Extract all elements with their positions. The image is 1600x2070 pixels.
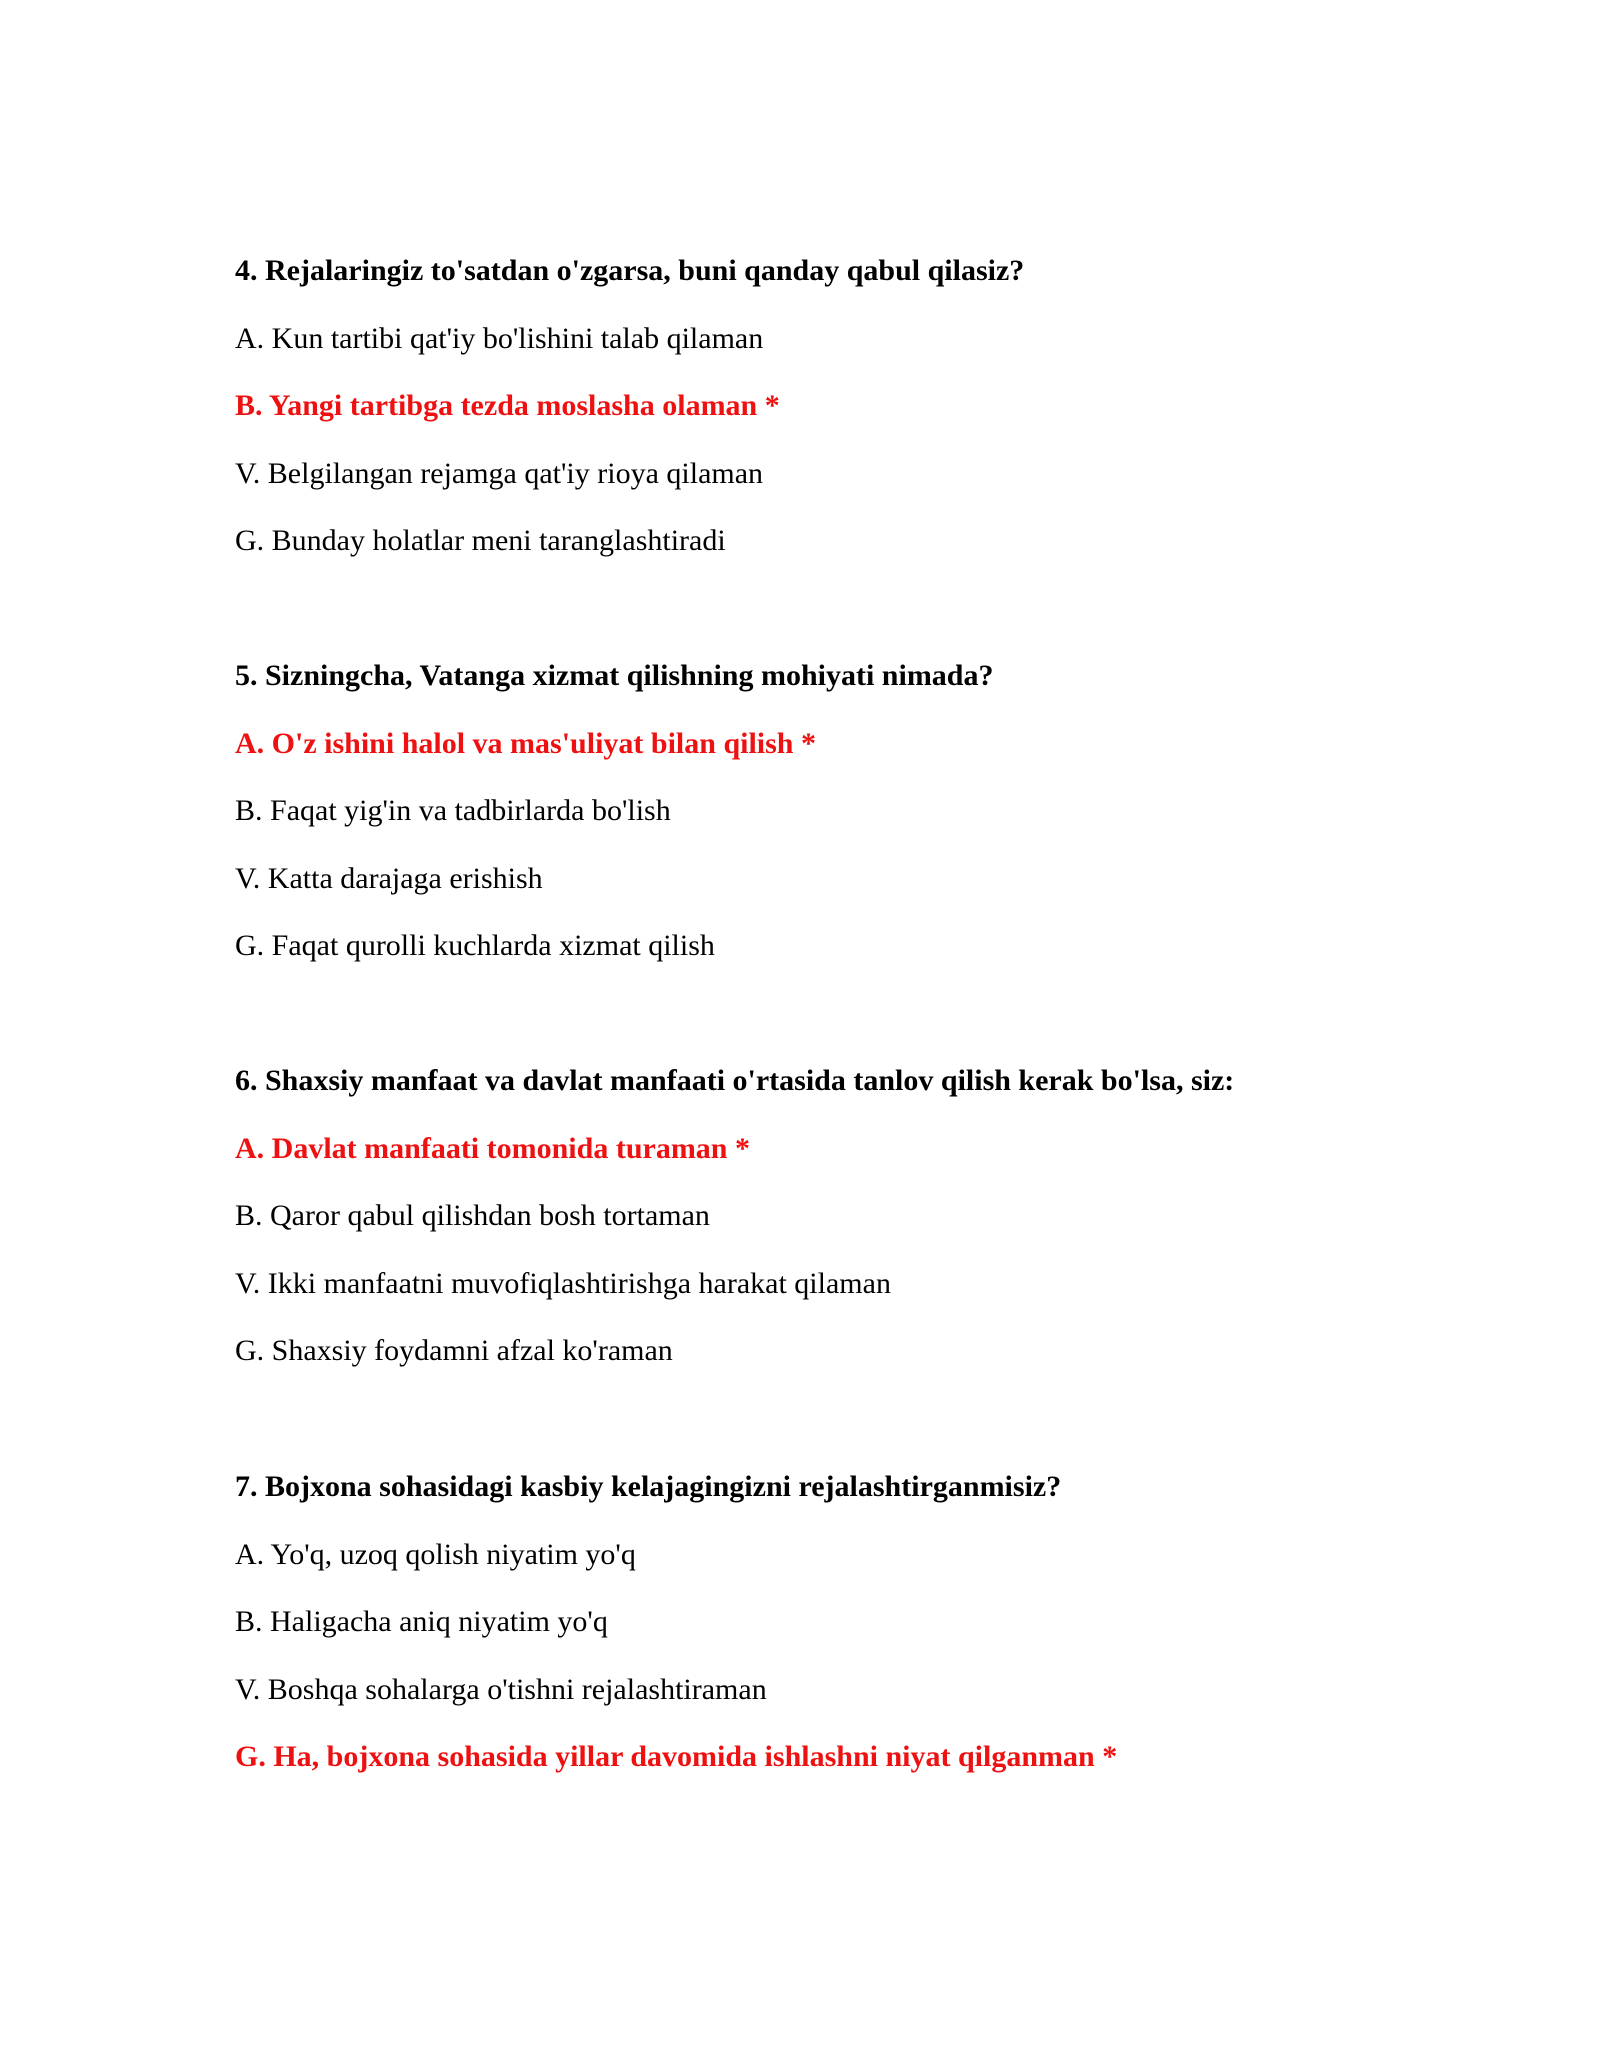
answer-option: B. Qaror qabul qilishdan bosh tortaman (235, 1199, 710, 1232)
question-text: 6. Shaxsiy manfaat va davlat manfaati o'rtasida tanlov qilish kerak bo'lsa, siz: (235, 1064, 1235, 1097)
answer-option: A. O'z ishini halol va mas'uliyat bilan qilish * (235, 726, 816, 760)
answer-option: V. Ikki manfaatni muvofiqlashtirishga harakat qilaman (235, 1266, 891, 1300)
answer-option: B. Faqat yig'in va tadbirlarda bo'lish (235, 794, 671, 827)
answer-option: V. Katta darajaga erishish (235, 861, 543, 895)
question-block (235, 1063, 1485, 1401)
answer-option: V. Boshqa sohalarga o'tishni rejalashtiraman (235, 1672, 767, 1706)
answer-option: A. Kun tartibi qat'iy bo'lishini talab qilaman (235, 321, 764, 355)
answer-option: G. Bunday holatlar meni taranglashtiradi (235, 524, 726, 557)
answer-option: A. Davlat manfaati tomonida turaman * (235, 1131, 750, 1165)
question-block (235, 1469, 1485, 1807)
answer-option: B. Yangi tartibga tezda moslasha olaman * (235, 389, 780, 422)
question-text: 4. Rejalaringiz to'satdan o'zgarsa, buni qanday qabul qilasiz? (235, 254, 1025, 287)
question-block (235, 253, 1485, 591)
answer-option: G. Shaxsiy foydamni afzal ko'raman (235, 1334, 673, 1367)
answer-option: B. Haligacha aniq niyatim yo'q (235, 1605, 608, 1638)
answer-option: G. Faqat qurolli kuchlarda xizmat qilish (235, 929, 715, 962)
answer-option: V. Belgilangan rejamga qat'iy rioya qilaman (235, 456, 764, 490)
question-block (235, 658, 1485, 996)
answer-option: G. Ha, bojxona sohasida yillar davomida ishlashni niyat qilganman * (235, 1740, 1118, 1773)
question-text: 5. Sizningcha, Vatanga xizmat qilishning mohiyati nimada? (235, 659, 994, 692)
question-text: 7. Bojxona sohasidagi kasbiy kelajagingizni rejalashtirganmisiz? (235, 1470, 1062, 1503)
answer-option: A. Yo'q, uzoq qolish niyatim yo'q (235, 1537, 636, 1571)
